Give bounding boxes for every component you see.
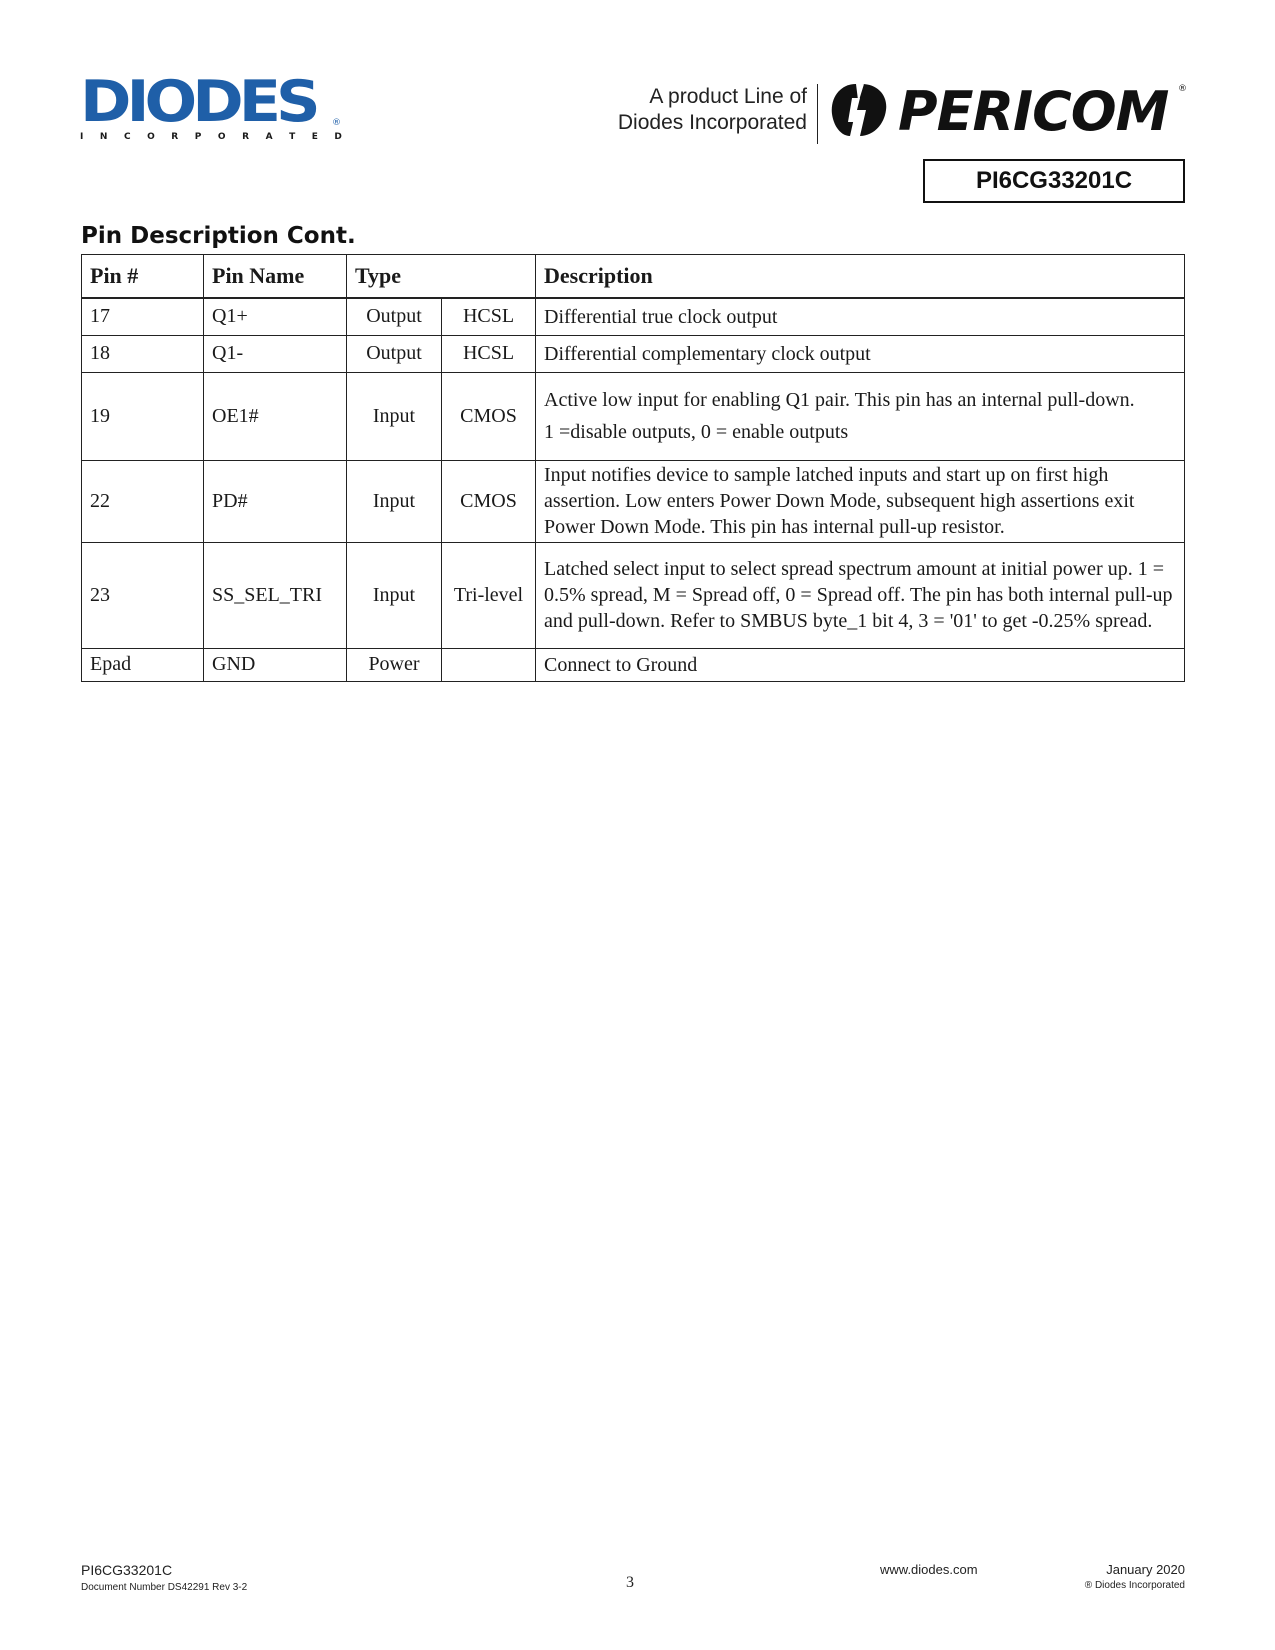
pin-type: Input bbox=[347, 372, 442, 460]
pin-subtype: Tri-level bbox=[442, 542, 536, 648]
column-header-type: Type bbox=[347, 255, 536, 299]
pin-type: Output bbox=[347, 335, 442, 372]
pin-name: GND bbox=[204, 648, 347, 681]
table-row bbox=[82, 372, 1185, 460]
table-row bbox=[82, 298, 1185, 335]
pin-description: Connect to Ground bbox=[536, 648, 1185, 681]
footer-part-number: PI6CG33201C bbox=[81, 1562, 173, 1578]
pin-description-table bbox=[81, 254, 1185, 682]
pericom-emblem-icon bbox=[826, 80, 892, 140]
pin-type: Input bbox=[347, 460, 442, 542]
footer-date: January 2020 bbox=[1106, 1562, 1185, 1577]
pin-subtype: HCSL bbox=[442, 335, 536, 372]
pin-type: Output bbox=[347, 298, 442, 335]
pin-name: Q1+ bbox=[204, 298, 347, 335]
diodes-incorporated-letters: I N C O R P O R A T E D bbox=[80, 132, 342, 142]
part-number-box: PI6CG33201C bbox=[923, 159, 1185, 203]
registered-mark: ® bbox=[1178, 84, 1187, 94]
page-number: 3 bbox=[626, 1574, 634, 1591]
table-row bbox=[82, 542, 1185, 648]
pin-number: 23 bbox=[82, 542, 204, 648]
table-row bbox=[82, 648, 1185, 681]
footer-website-link[interactable]: www.diodes.com bbox=[880, 1562, 978, 1577]
pin-description: Latched select input to select spread spectrum amount at initial power up. 1 = 0.5% spread, M = Spread off, 0 = Spread off. The pin has both internal pull-up and pull-down. Refer to SMBUS byte_1 bit 4, 3 = '01' to get -0.25% spread. bbox=[536, 542, 1185, 648]
pin-subtype: HCSL bbox=[442, 298, 536, 335]
pericom-logo bbox=[826, 80, 1196, 144]
column-header-pin: Pin # bbox=[82, 255, 204, 299]
footer-copyright: ® Diodes Incorporated bbox=[1084, 1580, 1185, 1591]
registered-mark: ® bbox=[332, 118, 341, 128]
pin-name: PD# bbox=[204, 460, 347, 542]
pin-description: Input notifies device to sample latched inputs and start up on first high assertion. Low enters Power Down Mode, subsequent high assertions exit Power Down Mode. This pin has internal pull-up resistor. bbox=[536, 460, 1185, 542]
pin-number: Epad bbox=[82, 648, 204, 681]
pin-name: Q1- bbox=[204, 335, 347, 372]
pericom-wordmark: PERICOM bbox=[898, 80, 1169, 143]
diodes-wordmark: DIODES bbox=[80, 67, 316, 135]
table-row bbox=[82, 335, 1185, 372]
pin-number: 18 bbox=[82, 335, 204, 372]
pin-type: Input bbox=[347, 542, 442, 648]
pin-type: Power bbox=[347, 648, 442, 681]
table-header-row bbox=[82, 255, 1185, 299]
table-row bbox=[82, 460, 1185, 542]
diodes-logo bbox=[80, 67, 342, 146]
pin-number: 22 bbox=[82, 460, 204, 542]
pin-number: 17 bbox=[82, 298, 204, 335]
footer-document-number: Document Number DS42291 Rev 3-2 bbox=[81, 1582, 248, 1593]
pin-description: Differential complementary clock output bbox=[536, 335, 1185, 372]
pin-name: SS_SEL_TRI bbox=[204, 542, 347, 648]
pin-number: 19 bbox=[82, 372, 204, 460]
column-header-pin-name: Pin Name bbox=[204, 255, 347, 299]
pin-subtype: CMOS bbox=[442, 460, 536, 542]
pin-subtype bbox=[442, 648, 536, 681]
product-line-text: A product Line of Diodes Incorporated bbox=[617, 85, 807, 134]
column-header-description: Description bbox=[536, 255, 1185, 299]
pin-name: OE1# bbox=[204, 372, 347, 460]
pin-description: Differential true clock output bbox=[536, 298, 1185, 335]
pin-subtype: CMOS bbox=[442, 372, 536, 460]
section-title: Pin Description Cont. bbox=[81, 223, 356, 249]
pin-description: Active low input for enabling Q1 pair. This pin has an internal pull-down. 1 =disable outputs, 0 = enable outputs bbox=[536, 372, 1185, 460]
header-divider bbox=[817, 84, 818, 144]
